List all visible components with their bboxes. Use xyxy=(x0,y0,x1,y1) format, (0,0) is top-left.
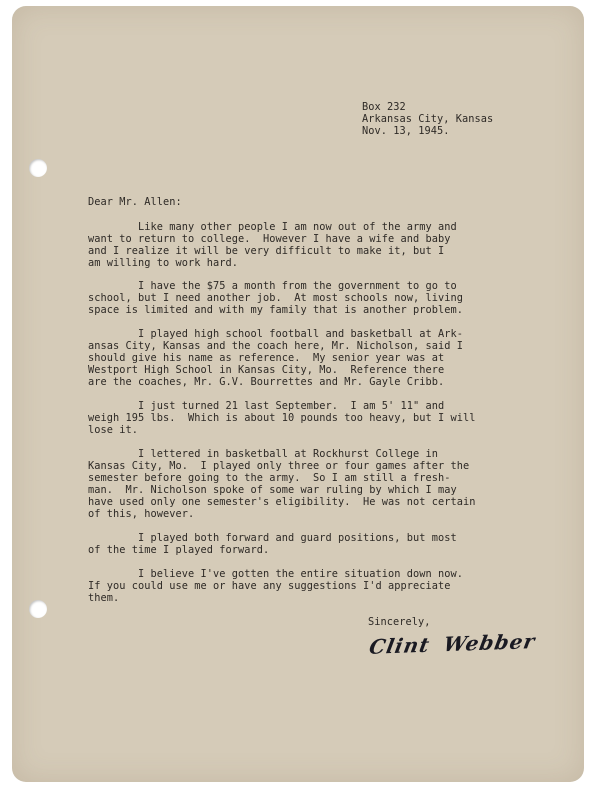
body-line: of the time I played forward. xyxy=(88,544,270,556)
address-line: Nov. 13, 1945. xyxy=(362,125,450,137)
body-line: am willing to work hard. xyxy=(88,257,238,269)
body-line: lose it. xyxy=(88,424,138,436)
punch-hole-top xyxy=(29,159,47,177)
body-line: Kansas City, Mo. I played only three or four games after the xyxy=(88,460,470,472)
address-line: Box 232 xyxy=(362,101,406,113)
body-line: I lettered in basketball at Rockhurst College in xyxy=(88,448,438,460)
body-line: have used only one semester's eligibility. He was not certain xyxy=(88,496,476,508)
signature-last-name: Webber xyxy=(441,629,538,657)
body-line: I played both forward and guard positions, but most xyxy=(88,532,457,544)
body-line: I believe I've gotten the entire situation down now. xyxy=(88,568,463,580)
body-line: man. Mr. Nicholson spoke of some war ruling by which I may xyxy=(88,484,457,496)
body-line: I played high school football and basketball at Ark- xyxy=(88,328,463,340)
body-line: want to return to college. However I have a wife and baby xyxy=(88,233,451,245)
body-line: of this, however. xyxy=(88,508,195,520)
body-line: semester before going to the army. So I am still a fresh- xyxy=(88,472,451,484)
body-line: school, but I need another job. At most schools now, living xyxy=(88,292,463,304)
closing: Sincerely, xyxy=(368,616,431,628)
body-line: and I realize it will be very difficult to make it, but I xyxy=(88,245,445,257)
return-address xyxy=(362,101,494,150)
body-line: I have the $75 a month from the government to go to xyxy=(88,280,457,292)
body-line: ansas City, Kansas and the coach here, Mr. Nicholson, said I xyxy=(88,340,463,352)
body-line: space is limited and with my family that is another problem. xyxy=(88,304,463,316)
body-line: Westport High School in Kansas City, Mo. Reference there xyxy=(88,364,445,376)
punch-hole-bottom xyxy=(29,600,47,618)
body-line: are the coaches, Mr. G.V. Bourrettes and Mr. Gayle Cribb. xyxy=(88,376,445,388)
body-line: weigh 195 lbs. Which is about 10 pounds too heavy, but I will xyxy=(88,412,476,424)
address-line: Arkansas City, Kansas xyxy=(362,113,494,125)
signature-first-name: Clint xyxy=(367,632,432,659)
body-line: Like many other people I am now out of the army and xyxy=(88,221,457,233)
salutation: Dear Mr. Allen: xyxy=(88,196,182,208)
body-line: I just turned 21 last September. I am 5' 11" and xyxy=(88,400,445,412)
body-line: If you could use me or have any suggestions I'd appreciate xyxy=(88,580,451,592)
body-line: them. xyxy=(88,592,120,604)
body-line: should give his name as reference. My senior year was at xyxy=(88,352,445,364)
